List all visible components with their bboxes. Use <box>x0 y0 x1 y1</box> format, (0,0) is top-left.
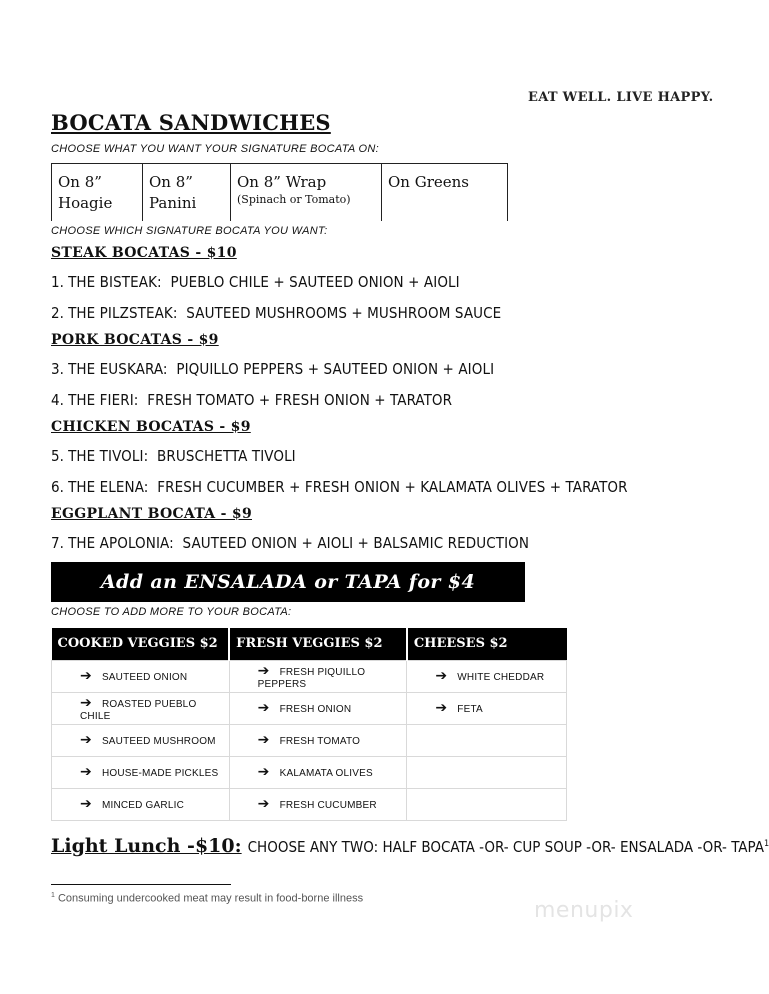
item-name: THE EUSKARA: <box>68 360 168 378</box>
table-row <box>52 724 567 756</box>
item-name: THE ELENA: <box>68 478 149 496</box>
addon-cell <box>52 724 230 756</box>
light-lunch <box>51 835 769 857</box>
page-title: BOCATA SANDWICHES <box>51 110 331 135</box>
menu-item <box>51 534 529 552</box>
bread-option-panini <box>142 163 230 221</box>
light-lunch-options: CHOOSE ANY TWO: HALF BOCATA -OR- CUP SOUP -OR- ENSALADA -OR- TAPA <box>247 838 764 856</box>
table-row <box>52 692 567 724</box>
arrow-right-icon: ➔ <box>80 764 92 780</box>
category-steak: STEAK BOCATAS - $10 <box>51 245 237 261</box>
menu-item <box>51 360 494 378</box>
addon-cell-empty <box>407 788 567 820</box>
addon-label: WHITE CHEDDAR <box>457 672 545 683</box>
footnote-marker: 1 <box>763 839 769 849</box>
addon-label: HOUSE-MADE PICKLES <box>101 768 219 779</box>
item-number: 1. <box>51 273 65 291</box>
footnote-text: Consuming undercooked meat may result in food-borne illness <box>57 892 364 905</box>
menu-item <box>51 447 296 465</box>
addon-cell <box>52 692 230 724</box>
footnote-divider <box>51 884 231 885</box>
item-desc: BRUSCHETTA TIVOLI <box>157 447 296 465</box>
bread-prompt: CHOOSE WHAT YOU WANT YOUR SIGNATURE BOCATA ON: <box>51 143 379 155</box>
bread-option-label: On 8” Wrap <box>237 173 327 191</box>
ensalada-tapa-banner: Add an ENSALADA or TAPA for $4 <box>51 562 525 602</box>
bread-option-label: On 8” <box>58 173 102 191</box>
menu-item <box>51 304 501 322</box>
addon-label: FRESH CUCUMBER <box>279 800 377 811</box>
watermark-logo: menupix <box>534 898 634 923</box>
addon-label: SAUTEED ONION <box>101 672 188 683</box>
bread-option-label: On 8” <box>149 173 193 191</box>
item-name: THE APOLONIA: <box>68 534 174 552</box>
addons-header-cooked: COOKED VEGGIES $2 <box>52 628 230 660</box>
bread-option-label2: Panini <box>149 194 197 212</box>
arrow-right-icon: ➔ <box>257 732 270 748</box>
arrow-right-icon: ➔ <box>80 694 92 711</box>
table-row <box>52 660 567 692</box>
category-pork: PORK BOCATAS - $9 <box>51 332 219 348</box>
item-number: 7. <box>51 534 65 552</box>
bread-option-hoagie <box>51 163 142 221</box>
item-name: THE TIVOLI: <box>68 447 149 465</box>
addon-cell <box>407 692 567 724</box>
light-lunch-label: Light Lunch -$10: <box>51 835 242 857</box>
addon-cell <box>229 692 407 724</box>
addon-label: KALAMATA OLIVES <box>279 768 373 779</box>
arrow-right-icon: ➔ <box>80 732 92 748</box>
menu-item <box>51 478 628 496</box>
addons-header-fresh: FRESH VEGGIES $2 <box>229 628 407 660</box>
item-name: THE PILZSTEAK: <box>68 304 178 322</box>
category-chicken: CHICKEN BOCATAS - $9 <box>51 419 251 435</box>
table-row <box>52 788 567 820</box>
arrow-right-icon: ➔ <box>257 662 270 679</box>
arrow-right-icon: ➔ <box>435 668 448 684</box>
addon-cell <box>407 660 567 692</box>
arrow-right-icon: ➔ <box>80 796 92 812</box>
item-number: 3. <box>51 360 65 378</box>
item-desc: PUEBLO CHILE + SAUTEED ONION + AIOLI <box>170 273 460 291</box>
addon-cell <box>229 660 407 692</box>
item-desc: SAUTEED ONION + AIOLI + BALSAMIC REDUCTION <box>182 534 530 552</box>
arrow-right-icon: ➔ <box>257 764 270 780</box>
addon-label: FETA <box>457 704 483 715</box>
item-desc: PIQUILLO PEPPERS + SAUTEED ONION + AIOLI <box>176 360 495 378</box>
item-number: 4. <box>51 391 65 409</box>
addon-cell <box>52 788 230 820</box>
item-name: THE FIERI: <box>68 391 139 409</box>
addon-cell <box>229 756 407 788</box>
arrow-right-icon: ➔ <box>257 700 270 716</box>
addons-prompt: CHOOSE TO ADD MORE TO YOUR BOCATA: <box>51 606 292 618</box>
addon-label: MINCED GARLIC <box>101 800 184 811</box>
bread-option-wrap <box>230 163 381 221</box>
item-desc: FRESH CUCUMBER + FRESH ONION + KALAMATA OLIVES + TARATOR <box>157 478 628 496</box>
addon-cell <box>52 660 230 692</box>
bread-option-greens <box>381 163 508 221</box>
bread-option-label2: Hoagie <box>58 194 113 212</box>
bocata-prompt: CHOOSE WHICH SIGNATURE BOCATA YOU WANT: <box>51 225 328 237</box>
slogan: EAT WELL. LIVE HAPPY. <box>528 90 714 105</box>
menu-item <box>51 391 452 409</box>
addon-label: FRESH ONION <box>279 704 352 715</box>
arrow-right-icon: ➔ <box>80 668 92 684</box>
item-desc: FRESH TOMATO + FRESH ONION + TARATOR <box>147 391 453 409</box>
addon-cell <box>52 756 230 788</box>
addon-label: FRESH PIQUILLO PEPPERS <box>257 666 366 690</box>
item-number: 6. <box>51 478 65 496</box>
item-number: 5. <box>51 447 65 465</box>
item-number: 2. <box>51 304 65 322</box>
arrow-right-icon: ➔ <box>435 700 448 716</box>
addon-label: ROASTED PUEBLO CHILE <box>80 698 197 722</box>
addon-cell-empty <box>407 724 567 756</box>
addons-header-cheeses: CHEESES $2 <box>407 628 567 660</box>
footnote-number: 1 <box>51 892 55 899</box>
arrow-right-icon: ➔ <box>257 796 270 812</box>
table-row <box>52 756 567 788</box>
addon-cell <box>229 724 407 756</box>
item-desc: SAUTEED MUSHROOMS + MUSHROOM SAUCE <box>186 304 502 322</box>
bread-options-table <box>51 163 508 221</box>
category-eggplant: EGGPLANT BOCATA - $9 <box>51 506 252 522</box>
addon-label: SAUTEED MUSHROOM <box>101 736 216 747</box>
bread-option-label: On Greens <box>388 173 469 191</box>
item-name: THE BISTEAK: <box>68 273 162 291</box>
addon-cell <box>229 788 407 820</box>
bread-option-label2: (Spinach or Tomato) <box>237 193 351 206</box>
footnote <box>51 892 363 905</box>
addon-label: FRESH TOMATO <box>279 736 361 747</box>
addon-cell-empty <box>407 756 567 788</box>
menu-item <box>51 273 460 291</box>
addons-table <box>51 628 567 821</box>
